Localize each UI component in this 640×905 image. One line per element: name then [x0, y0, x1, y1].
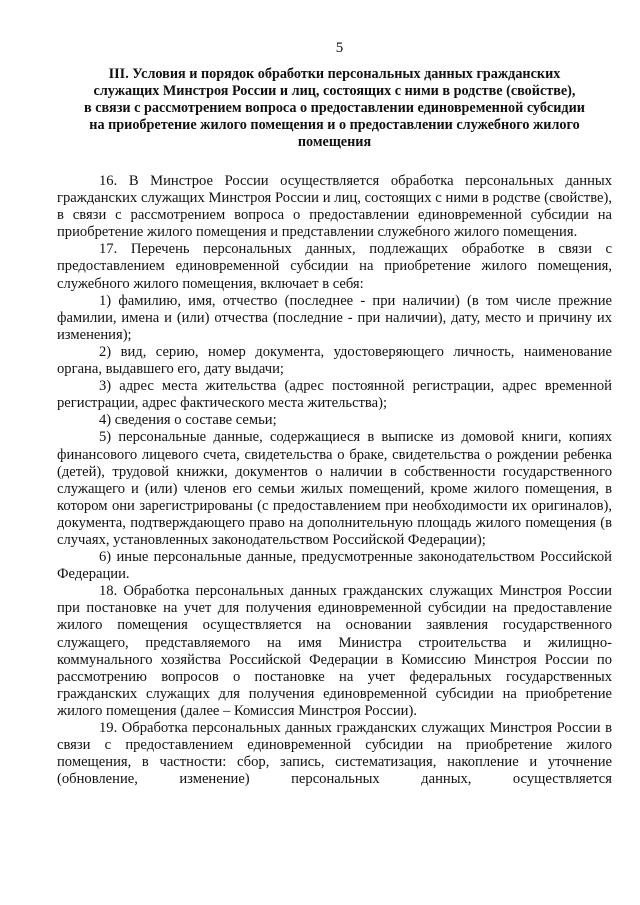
list-item-3: 3) адрес места жительства (адрес постоянной регистрации, адрес временной регистрации, адрес фактического места жительства); — [57, 378, 612, 412]
section-title-line: в связи с рассмотрением вопроса о предоставлении единовременной субсидии — [84, 100, 585, 116]
page-number: 5 — [335, 40, 344, 56]
list-item-1: 1) фамилию, имя, отчество (последнее - при наличии) (в том числе прежние фамилии, имена и (или) отчества (последние - при наличии), дату, место и причину их изменения); — [57, 292, 612, 343]
list-item-6: 6) иные персональные данные, предусмотренные законодательством Российской Федерации. — [57, 549, 612, 583]
paragraph-19: 19. Обработка персональных данных гражданских служащих Минстроя России в связи с предоставлением единовременной субсидии на приобретение жилого помещения, в частности: сбор, запись, систематизация, накопление и уточнение (обновление, изменение) персональных данных, осуществляется — [57, 720, 612, 788]
document-body — [57, 173, 612, 788]
list-item-2: 2) вид, серию, номер документа, удостоверяющего личность, наименование органа, выдавшего его, дату выдачи; — [57, 343, 612, 378]
section-title-line: служащих Минстроя России и лиц, состоящих с ними в родстве (свойстве), — [93, 83, 576, 99]
list-item-5: 5) персональные данные, содержащиеся в выписке из домовой книги, копиях финансового лицевого счета, свидетельства о браке, свидетельства о рождении ребенка (детей), трудовой книжки, документов о наличии в собственности государственного служащего и (или) членов его семьи жилых помещений, кроме жилого помещения, в котором они зарегистрированы (с предоставлением при необходимости их оригиналов), документа, подтверждающего право на дополнительную площадь жилого помещения (в случаях, установленных законодательством Российской Федерации); — [57, 429, 612, 548]
section-title-line: III. Условия и порядок обработки персональных данных гражданских — [108, 66, 561, 82]
section-title-line: помещения — [297, 134, 372, 150]
section-title — [57, 66, 612, 151]
section-title-line: на приобретение жилого помещения и о предоставлении служебного жилого — [89, 117, 580, 133]
list-item-4: 4) сведения о составе семьи; — [99, 412, 277, 429]
paragraph-17: 17. Перечень персональных данных, подлежащих обработке в связи с предоставлением единовременной субсидии на приобретение жилого помещения, служебного жилого помещения, включает в себя: — [57, 241, 612, 292]
paragraph-16: 16. В Минстрое России осуществляется обработка персональных данных гражданских служащих Минстроя России и лиц, состоящих с ними в родстве (свойстве), в связи с рассмотрением вопроса о предоставлении единовременной субсидии на приобретение жилого помещения и представлении служебного жилого помещения. — [57, 173, 612, 241]
paragraph-18: 18. Обработка персональных данных гражданских служащих Минстроя России при постановке на учет для получения единовременной субсидии на предоставление жилого помещения осуществляется на основании заявления государственного служащего, представляемого на имя Министра строительства и жилищно-коммунального хозяйства Российской Федерации в Комиссию Минстроя России по рассмотрению вопросов о постановке на учет федеральных государственных гражданских служащих для получения единовременной субсидии на приобретение жилого помещения (далее – Комиссия Минстроя России). — [57, 583, 612, 719]
